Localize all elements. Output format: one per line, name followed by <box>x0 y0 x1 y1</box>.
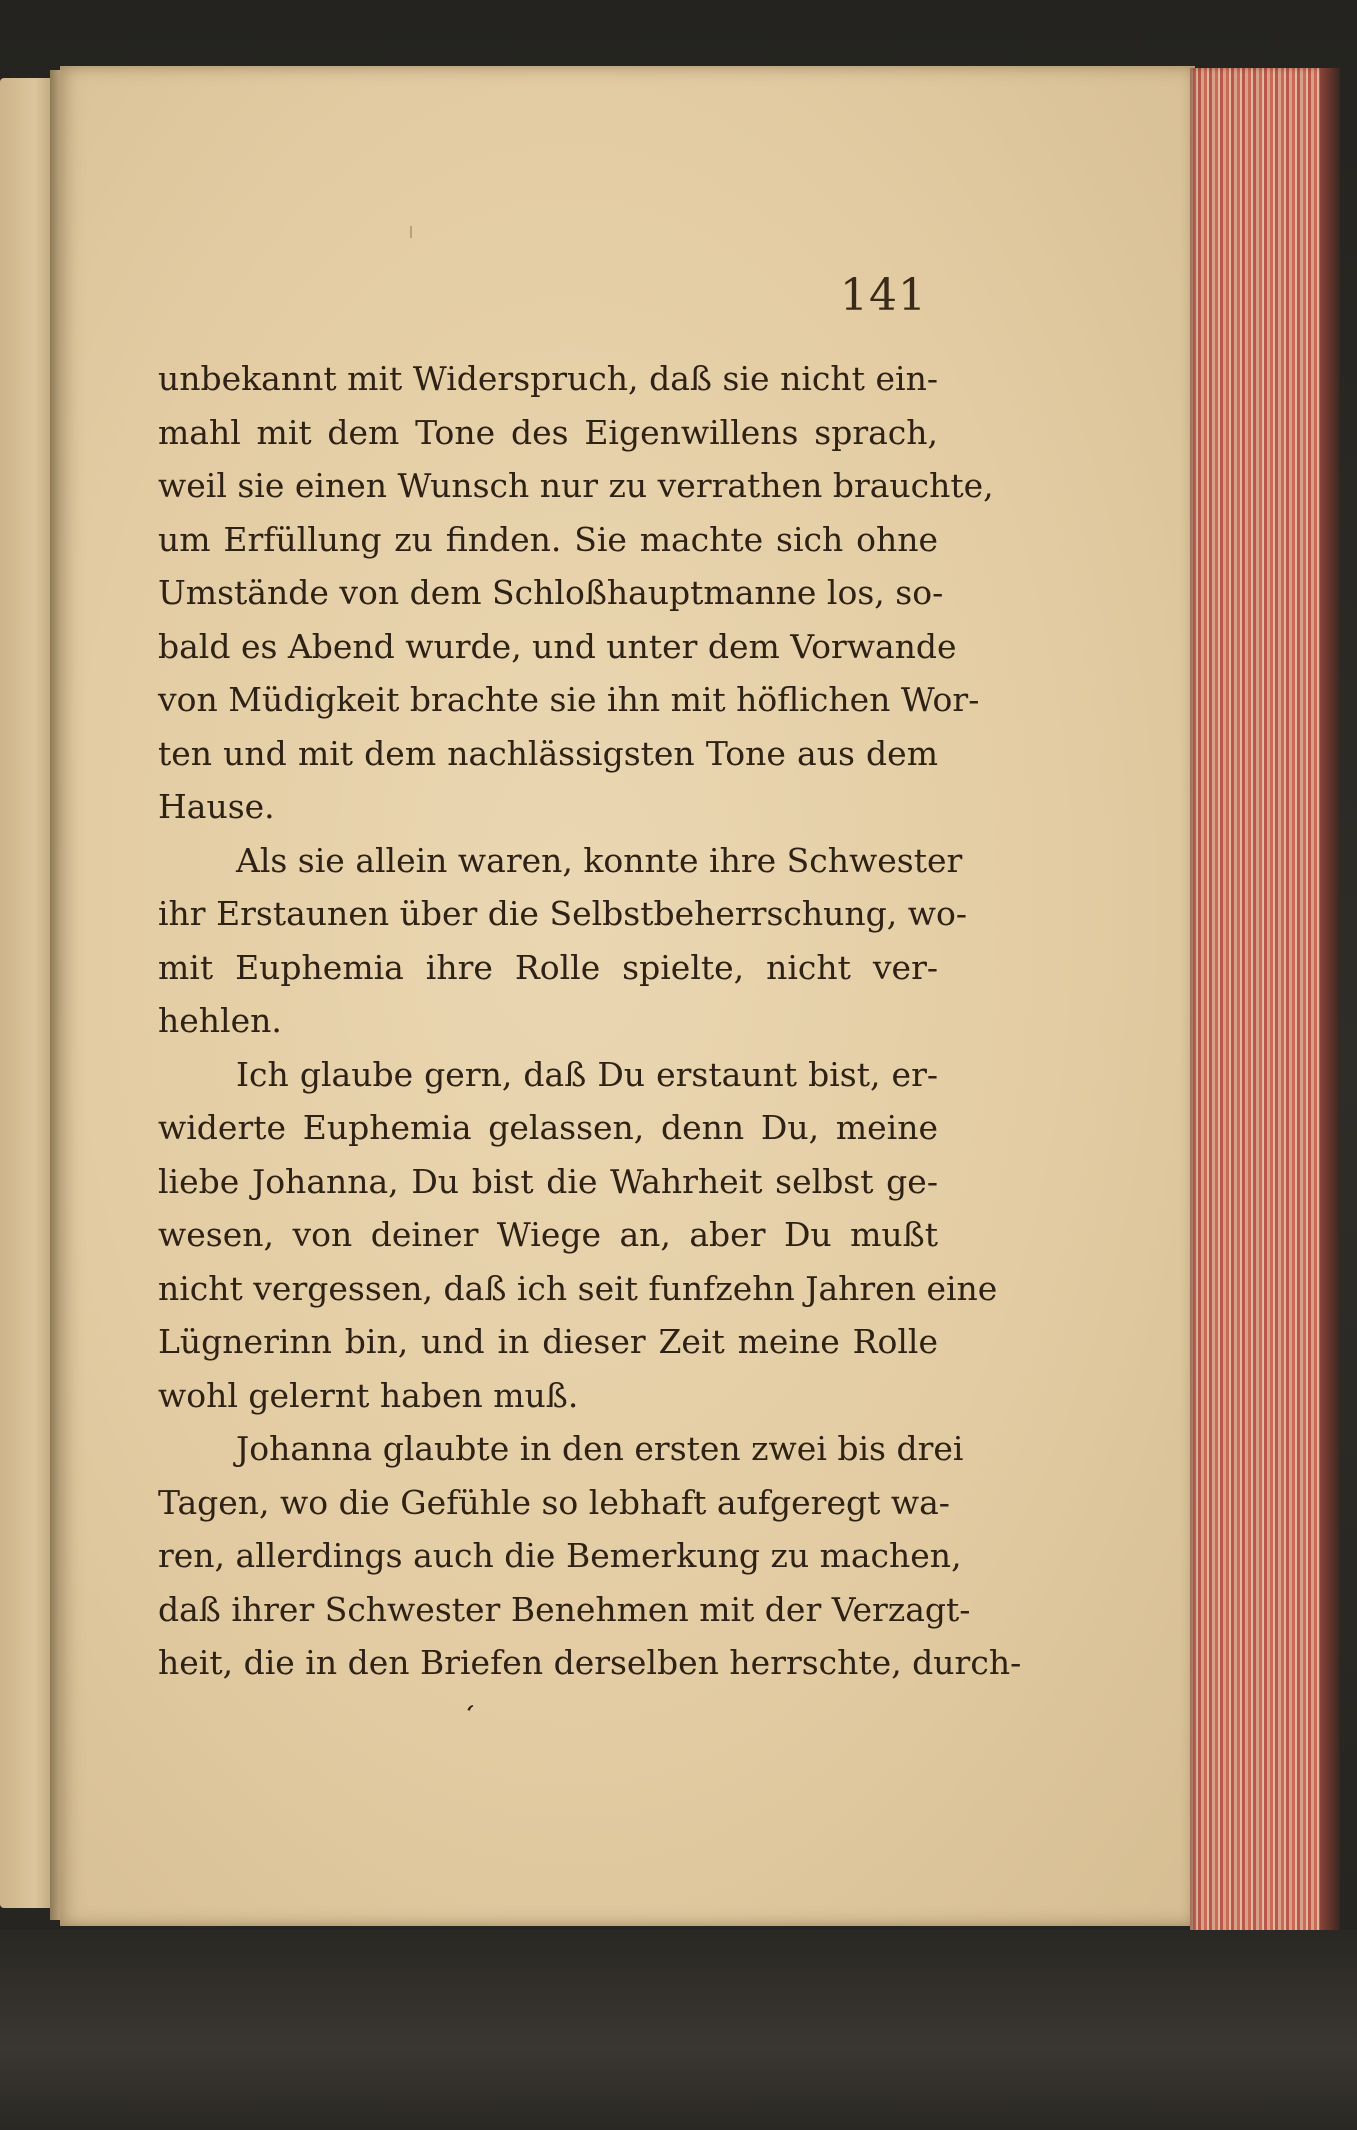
text-line: widerte Euphemia gelassen, denn Du, meine <box>158 1108 938 1147</box>
text-line: daß ihrer Schwester Benehmen mit der Verzagt- <box>158 1589 971 1629</box>
text-line: liebe Johanna, Du bist die Wahrheit selbst ge- <box>158 1161 938 1201</box>
text-line: von Müdigkeit brachte sie ihn mit höflichen Wor- <box>158 680 980 719</box>
text-line: um Erfüllung zu finden. Sie machte sich ohne <box>158 519 938 559</box>
text-line: Tagen, wo die Gefühle so lebhaft aufgeregt wa- <box>158 1482 950 1522</box>
text-line: bald es Abend wurde, und unter dem Vorwande <box>158 626 957 666</box>
page-number: 141 <box>840 270 927 321</box>
text-line: Hause. <box>158 787 275 826</box>
page-speck <box>410 226 412 238</box>
paragraph-start-line: Ich glaube gern, daß Du erstaunt bist, er- <box>236 1054 938 1094</box>
book-cover-bottom <box>0 1930 1357 2130</box>
text-line: mahl mit dem Tone des Eigenwillens sprach, <box>158 412 938 452</box>
text-line: ren, allerdings auch die Bemerkung zu machen, <box>158 1536 962 1575</box>
page-block-edges <box>1190 68 1340 1958</box>
text-line: wohl gelernt haben muß. <box>158 1375 579 1415</box>
paragraph-start-line: Johanna glaubte in den ersten zwei bis drei <box>236 1429 964 1468</box>
text-line: nicht vergessen, daß ich seit funfzehn Jahren eine <box>158 1268 998 1308</box>
text-line: Lügnerinn bin, und in dieser Zeit meine Rolle <box>158 1322 938 1361</box>
text-line: heit, die in den Briefen derselben herrschte, durch- <box>158 1643 1022 1682</box>
text-line: hehlen. <box>158 1001 282 1040</box>
paragraph-start-line: Als sie allein waren, konnte ihre Schwester <box>236 840 963 880</box>
text-line: ihr Erstaunen über die Selbstbeherrschung, wo- <box>158 894 967 933</box>
text-line: wesen, von deiner Wiege an, aber Du mußt <box>158 1215 938 1254</box>
text-line: mit Euphemia ihre Rolle spielte, nicht ver- <box>158 947 938 987</box>
ink-mark: ʻ <box>458 1699 477 1731</box>
text-line: unbekannt mit Widerspruch, daß sie nicht ein- <box>158 359 938 398</box>
text-line: Umstände von dem Schloßhauptmanne los, so- <box>158 573 944 612</box>
body-text <box>158 352 1022 1690</box>
text-line: ten und mit dem nachlässigsten Tone aus dem <box>158 733 938 773</box>
text-line: weil sie einen Wunsch nur zu verrathen brauchte, <box>158 466 994 505</box>
